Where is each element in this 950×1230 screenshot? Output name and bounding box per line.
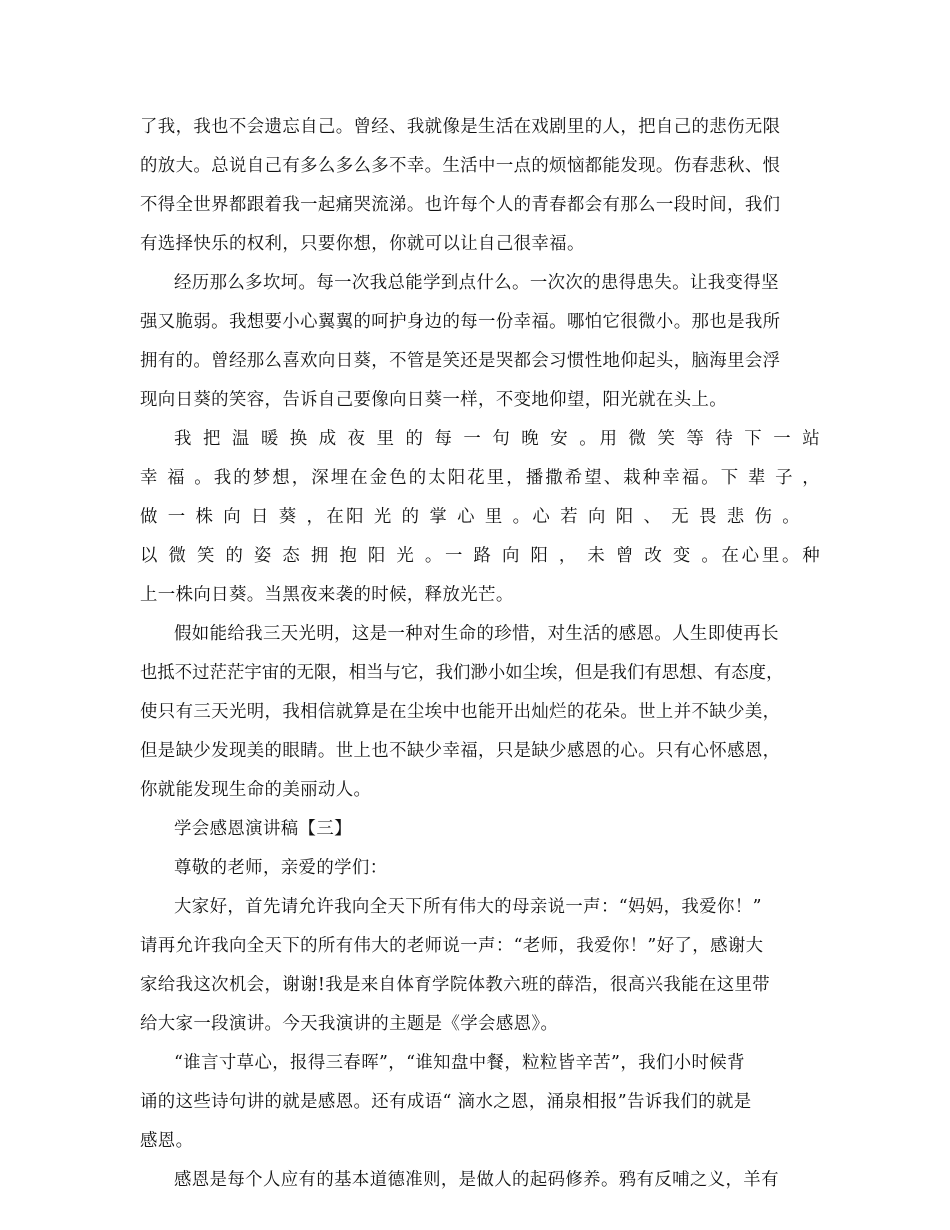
text-line: 了我，我也不会遗忘自己。曾经、我就像是生活在戏剧里的人，把自己的悲伤无限: [140, 117, 781, 137]
text-line: 经历那么多坎坷。每一次我总能学到点什么。一次次的患得患失。让我变得坚: [174, 273, 779, 293]
text-line: 给大家一段演讲。今天我演讲的主题是《学会感恩》。: [140, 1014, 559, 1034]
text-line: 我 把 温 暖 换 成 夜 里 的 每 一 句 晚 安 。用 微 笑 等 待 下 一 站: [174, 429, 820, 449]
text-line: 但是缺少发现美的眼睛。世上也不缺少幸福，只是缺少感恩的心。只有心怀感恩，: [140, 741, 781, 761]
text-line: 做 一 株 向 日 葵 ，在阳 光 的 掌 心 里 。心 若 向 阳 、 无 畏 悲 伤 。: [140, 507, 800, 527]
text-line: 上一株向日葵。当黑夜来袭的时候，释放光芒。: [140, 585, 514, 605]
text-line: 以 微 笑 的 姿 态 拥 抱 阳 光 。一 路 向 阳 ， 未 曾 改 变 。在心里。种: [140, 546, 820, 566]
text-line: 强又脆弱。我想要小心翼翼的呵护身边的每一份幸福。哪怕它很微小。那也是我所: [140, 312, 781, 332]
text-line: 不得全世界都跟着我一起痛哭流涕。也许每个人的青春都会有那么一段时间，我们: [140, 195, 781, 215]
text-line: 拥有的。曾经那么喜欢向日葵，不管是笑还是哭都会习惯性地仰起头，脑海里会浮: [140, 351, 781, 371]
text-line: 请再允许我向全天下的所有伟大的老师说一声：“老师，我爱你！”好了，感谢大: [140, 936, 764, 956]
text-line: 幸 福 。我的梦想，深埋在金色的太阳花里，播撒希望、栽种幸福。下 辈 子 ，: [140, 468, 820, 488]
text-line: 假如能给我三天光明，这是一种对生命的珍惜，对生活的感恩。人生即使再长: [174, 624, 779, 644]
text-line: 现向日葵的笑容，告诉自己要像向日葵一样，不变地仰望，阳光就在头上。: [140, 390, 728, 410]
text-line: 诵的这些诗句讲的就是感恩。还有成语“ 滴水之恩，涌泉相报”告诉我们的就是: [140, 1092, 752, 1112]
text-line: 也抵不过茫茫宇宙的无限，相当与它，我们渺小如尘埃，但是我们有思想、有态度，: [140, 663, 784, 683]
section-heading: 学会感恩演讲稿【三】: [174, 819, 352, 839]
text-line: 家给我这次机会，谢谢!我是来自体育学院体教六班的薛浩，很高兴我能在这里带: [140, 975, 771, 995]
text-line: 的放大。总说自己有多么多么多不幸。生活中一点的烦恼都能发现。伤春悲秋、恨: [140, 156, 781, 176]
text-line: 你就能发现生命的美丽动人。: [140, 780, 372, 800]
text-line: “谁言寸草心，报得三春晖”，“谁知盘中餐，粒粒皆辛苦”，我们小时候背: [174, 1053, 745, 1073]
text-line: 感恩。: [140, 1131, 194, 1151]
text-line: 大家好，首先请允许我向全天下所有伟大的母亲说一声：“妈妈，我爱你！”: [174, 897, 762, 917]
text-line: 感恩是每个人应有的基本道德准则，是做人的起码修养。鸦有反哺之义，羊有: [174, 1170, 779, 1190]
salutation: 尊敬的老师，亲爱的学们：: [174, 858, 388, 878]
text-line: 有选择快乐的权利，只要你想，你就可以让自己很幸福。: [140, 234, 585, 254]
text-line: 使只有三天光明，我相信就算是在尘埃中也能开出灿烂的花朵。世上并不缺少美，: [140, 702, 781, 722]
